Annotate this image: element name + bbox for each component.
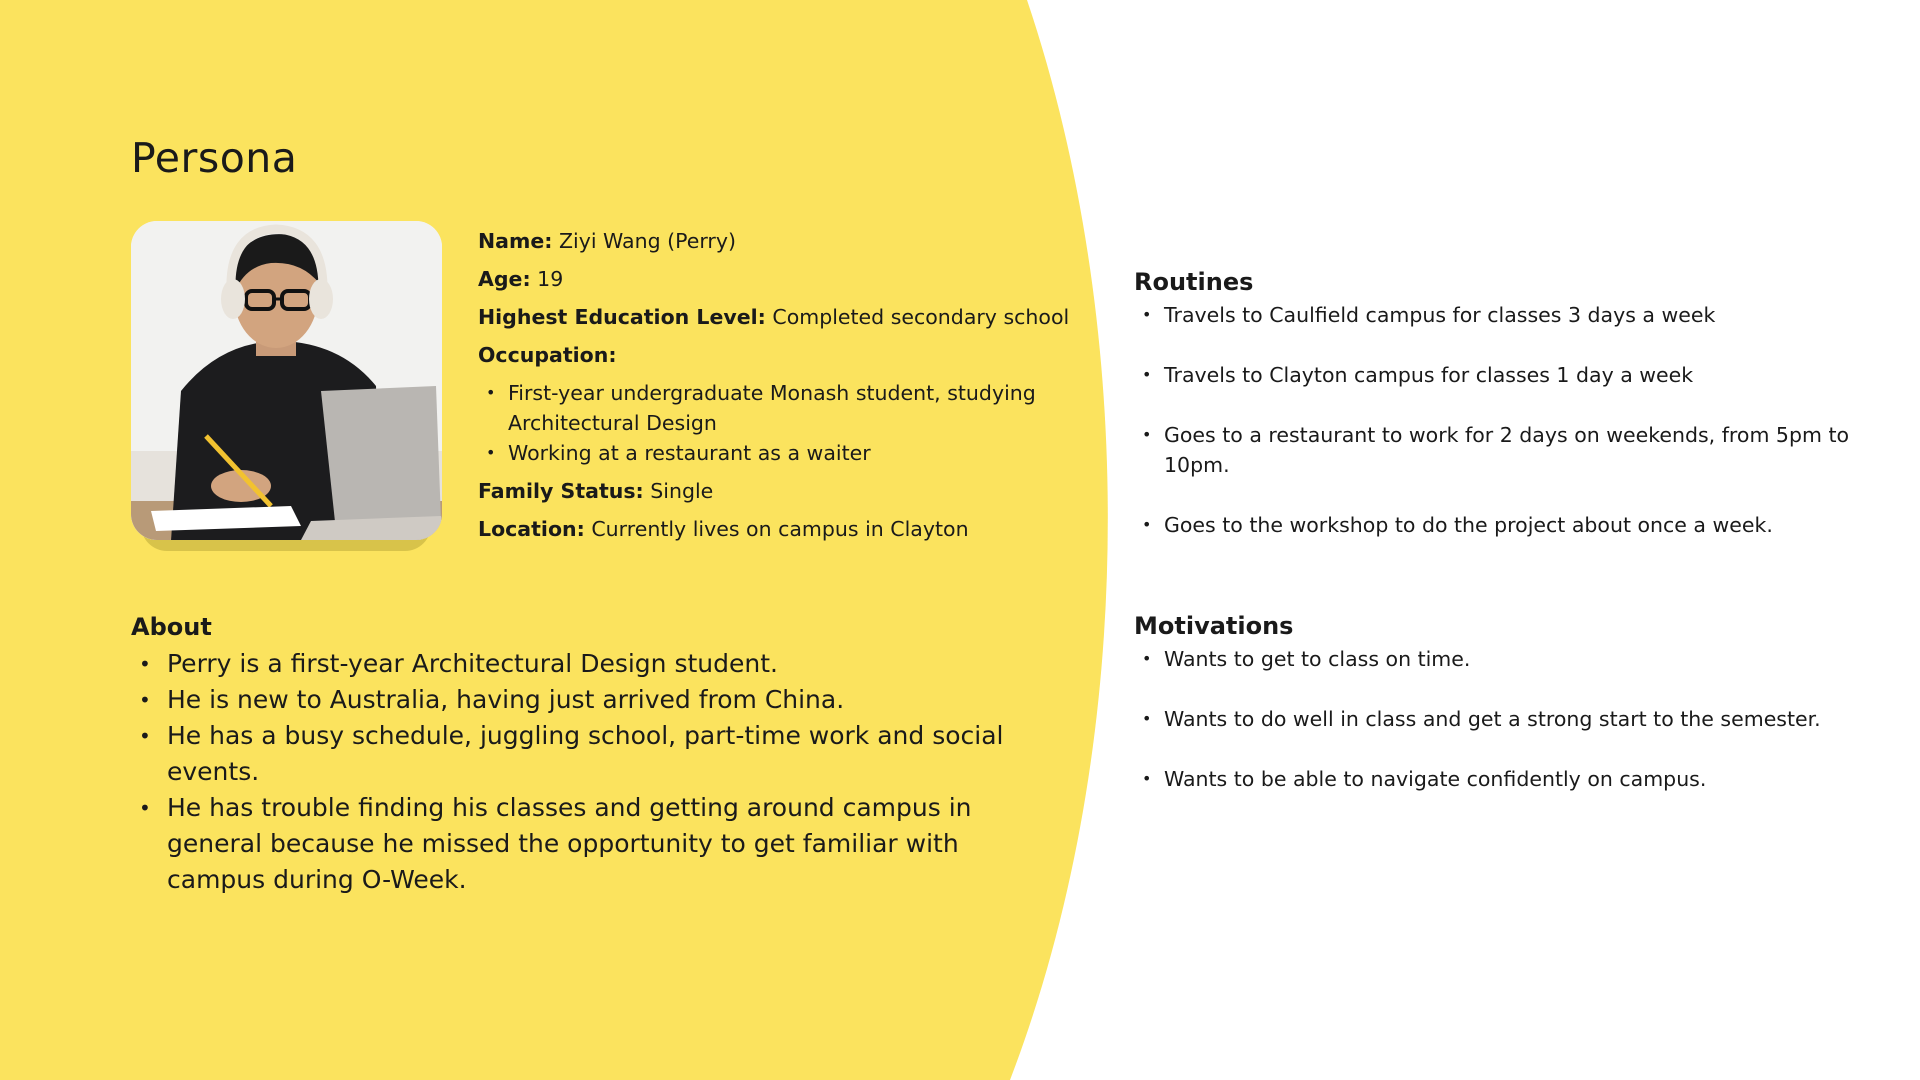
location-label: Location:	[478, 517, 585, 541]
list-item: • Wants to get to class on time.	[1164, 644, 1864, 674]
family-value: Single	[643, 479, 714, 503]
routines-heading: Routines	[1134, 268, 1254, 296]
about-heading: About	[131, 613, 212, 641]
list-item: • Goes to a restaurant to work for 2 days on weekends, from 5pm to 10pm.	[1164, 420, 1864, 480]
list-item: • Working at a restaurant as a waiter	[508, 438, 1058, 468]
name-value: Ziyi Wang (Perry)	[552, 229, 736, 253]
routines-list	[1134, 300, 1864, 570]
page-title: Persona	[131, 134, 298, 182]
education-label: Highest Education Level:	[478, 305, 766, 329]
list-item: • Travels to Caulfield campus for classes 3 days a week	[1164, 300, 1864, 330]
name-label: Name:	[478, 229, 553, 253]
list-item: • Travels to Clayton campus for classes 1 day a week	[1164, 360, 1864, 390]
detail-name	[478, 222, 1058, 260]
list-item: • He has a busy schedule, juggling school, part-time work and social events.	[167, 718, 1037, 790]
list-item: • Perry is a first-year Architectural Design student.	[167, 646, 1037, 682]
age-value: 19	[530, 267, 564, 291]
detail-family-status	[478, 472, 1058, 510]
list-item: • Wants to do well in class and get a strong start to the semester.	[1164, 704, 1864, 734]
persona-photo	[131, 221, 442, 540]
student-illustration	[131, 221, 442, 540]
detail-occupation	[478, 336, 1058, 374]
location-value: Currently lives on campus in Clayton	[584, 517, 969, 541]
occupation-label: Occupation:	[478, 343, 617, 367]
list-item: • Wants to be able to navigate confidently on campus.	[1164, 764, 1864, 794]
motivations-heading: Motivations	[1134, 612, 1294, 640]
detail-age	[478, 260, 1058, 298]
list-item: • He is new to Australia, having just arrived from China.	[167, 682, 1037, 718]
persona-details	[478, 222, 1070, 548]
detail-education	[478, 298, 1070, 336]
family-label: Family Status:	[478, 479, 644, 503]
list-item: • First-year undergraduate Monash student, studying Architectural Design	[508, 378, 1058, 438]
occupation-list	[478, 374, 1058, 472]
list-item: • He has trouble finding his classes and getting around campus in general because he missed the opportunity to get familiar with campus during O-Week.	[167, 790, 1037, 898]
age-label: Age:	[478, 267, 531, 291]
motivations-list	[1134, 644, 1864, 824]
list-item: • Goes to the workshop to do the project about once a week.	[1164, 510, 1864, 540]
about-list	[131, 646, 1037, 898]
detail-location	[478, 510, 1058, 548]
education-value: Completed secondary school	[765, 305, 1070, 329]
